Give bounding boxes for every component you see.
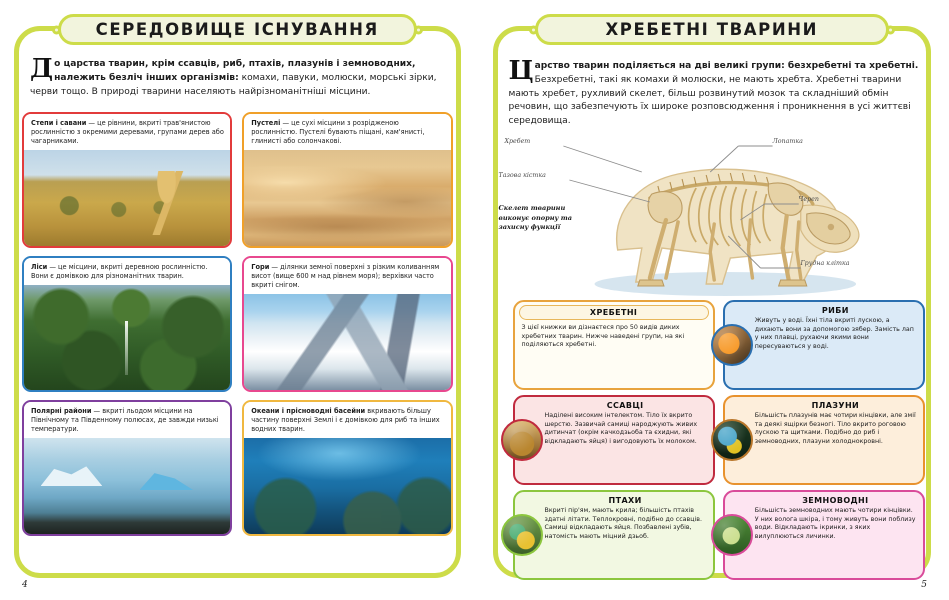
habitat-card-text	[244, 402, 450, 438]
group-box-birds[interactable]	[513, 490, 715, 580]
group-title: ССАВЦІ	[606, 401, 644, 410]
habitat-desc: — це місцини, вкриті деревною рослинністю. Вони є домівкою для різноманітних тварин.	[31, 263, 208, 281]
habitat-desc: вкривають більшу частину поверхні Землі і є домівкою для риб та інших водних тварин.	[251, 407, 440, 434]
group-body: Більшість плазунів має чотири кінцівки, але змії та деякі ящірки безногі. Тіло вкрито роговою лускою та щитками. Подібно до риб і земноводних, плазуни холоднокровні.	[754, 412, 916, 445]
habitat-card-text	[244, 114, 450, 150]
savanna-photo	[24, 150, 230, 246]
treefrog-thumbnail	[711, 514, 753, 556]
group-title: РИБИ	[821, 306, 849, 315]
polar-photo	[24, 438, 230, 534]
group-body: Живуть у воді. Їхні тіла вкриті лускою, а дихають вони за допомогою зябер. Замість лап у них плавці, рухаючи якими вони пересуваються у воді.	[754, 317, 914, 350]
hummingbird-thumbnail	[501, 514, 543, 556]
habitat-term: Ліси	[31, 263, 48, 271]
skeleton-label-scapula: Лопатка	[772, 138, 803, 145]
right-page-banner	[535, 14, 890, 45]
group-body: Наділені високим інтелектом. Тіло їх вкрито шерстю. Зазвичай самиці народжують живих дитинчат (окрім качкодзьоба та єхидни, які відкладають яйця) і вигодовують їх молоком.	[544, 412, 698, 445]
habitat-card-mountains[interactable]	[242, 256, 452, 392]
habitat-card-forests[interactable]	[22, 256, 232, 392]
banner-nub-left-icon	[529, 25, 538, 34]
clownfish-thumbnail	[711, 324, 753, 366]
right-page	[475, 0, 949, 600]
habitat-card-text	[24, 402, 230, 438]
habitat-term: Полярні райони	[31, 407, 92, 415]
banner-nub-right-icon	[886, 25, 895, 34]
desert-photo	[244, 150, 450, 246]
habitat-card-polar[interactable]	[22, 400, 232, 536]
ocean-photo	[244, 438, 450, 534]
left-intro-dropcap: Д	[30, 54, 54, 84]
habitat-card-text	[24, 114, 230, 150]
habitat-term: Степи і савани	[31, 119, 87, 127]
skeleton-label-pelvis: Тазова кістка	[498, 172, 546, 179]
left-page-banner	[58, 14, 417, 45]
group-box-fish[interactable]	[723, 300, 925, 390]
skeleton-label-spine: Хребет	[504, 138, 531, 145]
forest-photo	[24, 285, 230, 390]
skeleton-caption: Скелет тварини виконує опорну та захисну функції	[498, 204, 573, 232]
habitat-term: Пустелі	[251, 119, 281, 127]
habitat-desc: — це сухі місцини з розрідженою рослинністю. Пустелі бувають піщані, кам'янисті, глинисті або солончакові.	[251, 119, 425, 146]
skeleton-label-ribcage: Грудна клітка	[800, 260, 850, 267]
right-page-number: 5	[921, 580, 927, 590]
habitat-card-oceans[interactable]	[242, 400, 452, 536]
group-body: З цієї книжки ви дізнаєтеся про 50 видів диких хребетних тварин. Нижче наведені групи, на які поділяються хребетні.	[521, 324, 685, 349]
right-intro-paragraph	[508, 56, 926, 129]
meerkat-thumbnail	[501, 419, 543, 461]
group-body: Вкриті пір'ям, мають крила; більшість птахів здатні літати. Теплокровні, подібно до ссавців. Самиці відкладають яйця. Позбавлені зубів, натомість мають міцний дзьоб.	[544, 507, 702, 540]
left-page-number: 4	[22, 580, 28, 590]
habitat-card-text	[244, 258, 450, 294]
habitat-desc: — ділянки земної поверхні з різким коливанням висот (вище 600 м над рівнем моря); верхівки часто вкриті снігом.	[251, 263, 440, 290]
group-title: ЗЕМНОВОДНІ	[802, 496, 869, 505]
banner-nub-left-icon	[52, 25, 61, 34]
vertebrate-group-grid	[513, 300, 926, 580]
habitat-card-text	[24, 258, 230, 285]
skeleton-label-skull: Череп	[798, 196, 819, 203]
habitat-desc: — вкриті льодом місцини на Північному та Південному полюсах, де завжди низькі температури.	[31, 407, 219, 434]
right-intro-rest: Безхребетні, такі як комахи й молюски, не мають хребта. Хребетні тварини мають хребет, рухливий скелет, більш розвинутий мозок та складніший обмін речовин, що забезпечують їх широке розповсюдження і проникнення в усі життєві середовища.	[508, 74, 911, 127]
left-intro-bold: о царства тварин, крім ссавців, риб, птахів, плазунів і земноводних, належить безліч інших організмів:	[54, 59, 416, 83]
right-intro-dropcap: Ц	[508, 56, 534, 86]
group-box-amphibians[interactable]	[723, 490, 925, 580]
habitat-desc: — це рівнини, вкриті трав'янистою рослинністю з окремими деревами, групами дерев або чагарниками.	[31, 119, 224, 146]
habitat-card-steppes[interactable]	[22, 112, 232, 248]
right-intro-bold: арство тварин поділяється на дві великі групи: безхребетні та хребетні.	[534, 61, 919, 71]
banner-nub-right-icon	[414, 25, 423, 34]
left-intro-rest: комахи, павуки, молюски, морські зірки, черви тощо. В природі тварини населяють найрізноманітніші місцини.	[30, 72, 437, 97]
group-box-reptiles[interactable]	[723, 395, 925, 485]
mountain-photo	[244, 294, 450, 390]
left-intro-paragraph	[30, 54, 451, 99]
bear-skeleton-illustration	[499, 132, 932, 300]
habitat-term: Гори	[251, 263, 270, 271]
group-box-vertebrates[interactable]	[513, 300, 715, 390]
habitat-card-grid	[22, 112, 453, 582]
group-box-mammals[interactable]	[513, 395, 715, 485]
left-page-title: СЕРЕДОВИЩЕ ІСНУВАННЯ	[95, 20, 379, 39]
habitat-term: Океани і прісноводні басейни	[251, 407, 366, 415]
group-title: ПЛАЗУНИ	[811, 401, 860, 410]
group-title: ПТАХИ	[608, 496, 642, 505]
group-body: Більшість земноводних мають чотири кінцівки. У них волога шкіра, і тому живуть вони поблизу води. Відкладають ікринки, з яких вилуплюються личинки.	[754, 507, 916, 540]
group-title: ХРЕБЕТНІ	[519, 305, 709, 320]
right-page-title: ХРЕБЕТНІ ТВАРИНИ	[605, 20, 819, 39]
habitat-card-deserts[interactable]	[242, 112, 452, 248]
chameleon-thumbnail	[711, 419, 753, 461]
